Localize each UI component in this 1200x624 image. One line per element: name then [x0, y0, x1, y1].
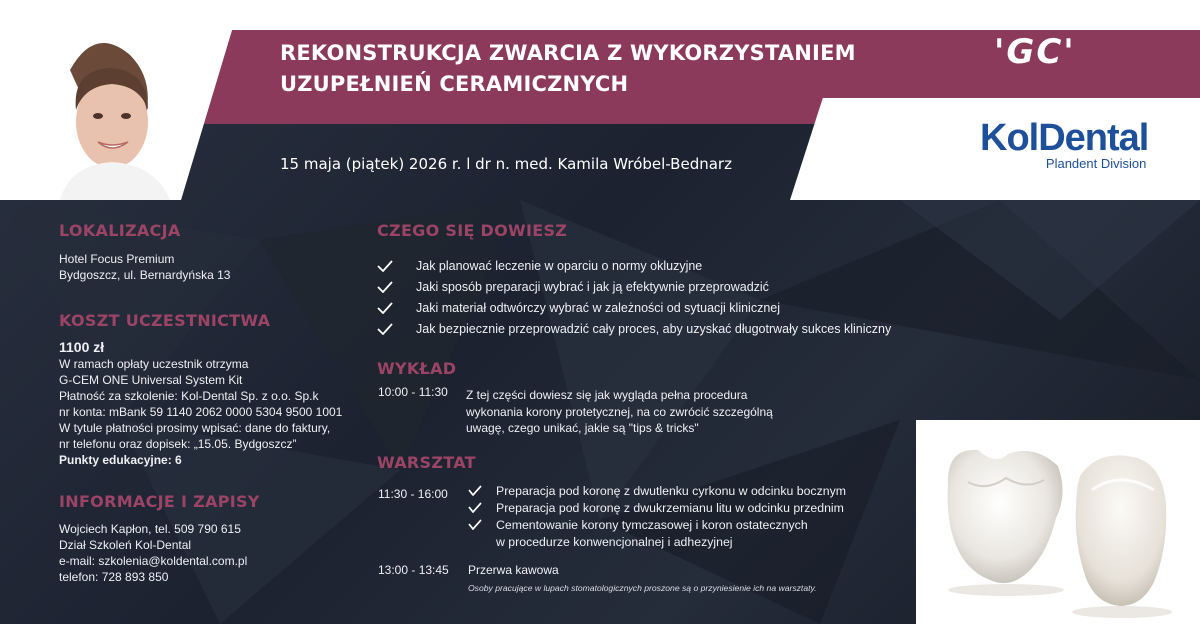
list-item — [468, 483, 846, 500]
informacje-line: e-mail: szkolenia@koldental.com.pl — [59, 554, 248, 568]
koszt-line: G-CEM ONE Universal System Kit — [59, 373, 243, 387]
check-icon — [468, 500, 496, 513]
list-item — [468, 500, 846, 517]
koldental-logo-sub: Plandent Division — [1045, 156, 1147, 171]
koszt-heading: KOSZT UCZESTNICTWA — [59, 311, 271, 330]
informacje-heading: INFORMACJE I ZAPISY — [59, 492, 260, 511]
list-item-text: Jaki sposób preparacji wybrać i jak ją efektywnie przeprowadzić — [416, 279, 769, 294]
list-item — [377, 297, 891, 318]
check-icon — [468, 517, 496, 530]
title-line-2: UZUPEŁNIEŃ CERAMICZNYCH — [280, 72, 629, 96]
check-icon — [377, 323, 405, 335]
warsztat-heading: WARSZTAT — [377, 453, 476, 472]
informacje-line: telefon: 728 893 850 — [59, 570, 169, 584]
informacje-text — [59, 521, 247, 585]
lokalizacja-text — [59, 251, 230, 283]
koldental-logo-name: KolDental — [980, 117, 1149, 159]
wyklad-line: wykonania korony protetycznej, na co zwrócić szczególną — [466, 404, 773, 419]
warsztat-note: Osoby pracujące w lupach stomatologicznych proszone są o przyniesienie ich na warsztaty. — [468, 583, 817, 593]
list-item — [468, 517, 846, 534]
koszt-points: Punkty edukacyjne: 6 — [59, 453, 182, 467]
informacje-line: Dział Szkoleń Kol-Dental — [59, 538, 192, 552]
list-item — [377, 255, 891, 276]
warsztat-time-block — [378, 486, 478, 506]
koszt-line: nr konta: mBank 59 1140 2062 0000 5304 9500 1001 — [59, 405, 343, 419]
koszt-price: 1100 zł — [59, 339, 105, 355]
koszt-line: Płatność za szkolenie: Kol-Dental Sp. z o.o. Sp.k — [59, 389, 319, 403]
check-icon — [468, 483, 496, 496]
check-icon — [377, 302, 405, 314]
list-item — [377, 318, 891, 339]
list-item-text: Preparacja pod koronę z dwukrzemianu litu w odcinku przednim — [496, 501, 844, 515]
list-item-text: Jaki materiał odtwórczy wybrać w zależności od sytuacji klinicznej — [416, 300, 781, 315]
list-item — [468, 534, 846, 551]
list-item-text: Preparacja pod koronę z dwutlenku cyrkonu w odcinku bocznym — [496, 484, 846, 498]
informacje-line: Wojciech Kapłon, tel. 509 790 615 — [59, 522, 241, 536]
koldental-logo — [980, 118, 1148, 171]
break-time: 13:00 - 13:45 — [378, 563, 449, 577]
list-item-text: Cementowanie korony tymczasowej i koron ostatecznych — [496, 518, 808, 532]
wyklad-line: uwagę, czego unikać, jakie są "tips & tricks" — [466, 421, 699, 435]
check-icon — [377, 281, 405, 293]
break-label: Przerwa kawowa — [468, 563, 559, 577]
warsztat-time: 11:30 - 16:00 — [378, 487, 448, 501]
gc-logo: 'GC' — [994, 32, 1076, 72]
wyklad-heading: WYKŁAD — [377, 359, 457, 378]
list-item — [377, 276, 891, 297]
lokalizacja-line: Bydgoszcz, ul. Bernardyńska 13 — [59, 268, 231, 282]
warsztat-list — [468, 483, 846, 551]
koszt-line: W ramach opłaty uczestnik otrzyma — [59, 357, 249, 371]
koszt-line: W tytule płatności prosimy wpisać: dane do faktury, — [59, 421, 331, 435]
wyklad-text — [466, 387, 773, 437]
czego-heading: CZEGO SIĘ DOWIESZ — [377, 221, 568, 240]
ceramic-crowns-image — [916, 420, 1200, 624]
wyklad-time: 10:00 - 11:30 — [378, 385, 448, 399]
wyklad-block — [378, 384, 878, 444]
event-title — [280, 38, 960, 100]
koszt-line: nr telefonu oraz dopisek: „15.05. Bydgoszcz” — [59, 437, 297, 451]
czego-list — [377, 255, 891, 339]
wyklad-line: Z tej części dowiesz się jak wygląda pełna procedura — [466, 388, 748, 402]
list-item-text: Jak bezpiecznie przeprowadzić cały proces, aby uzyskać długotrwały sukces kliniczny — [416, 321, 892, 336]
list-item-text: w procedurze konwencjonalnej i adhezyjnej — [496, 535, 733, 549]
title-line-1: REKONSTRUKCJA ZWARCIA Z WYKORZYSTANIEM — [280, 41, 856, 65]
break-block — [378, 562, 878, 582]
check-icon — [377, 260, 405, 272]
koszt-text — [59, 339, 342, 468]
lokalizacja-line: Hotel Focus Premium — [59, 252, 175, 266]
list-item-text: Jak planować leczenie w oparciu o normy okluzyjne — [416, 258, 703, 273]
lokalizacja-heading: LOKALIZACJA — [59, 221, 181, 240]
header-white-strip — [0, 0, 1200, 30]
event-date-speaker: 15 maja (piątek) 2026 r. l dr n. med. Kamila Wróbel-Bednarz — [280, 155, 732, 173]
